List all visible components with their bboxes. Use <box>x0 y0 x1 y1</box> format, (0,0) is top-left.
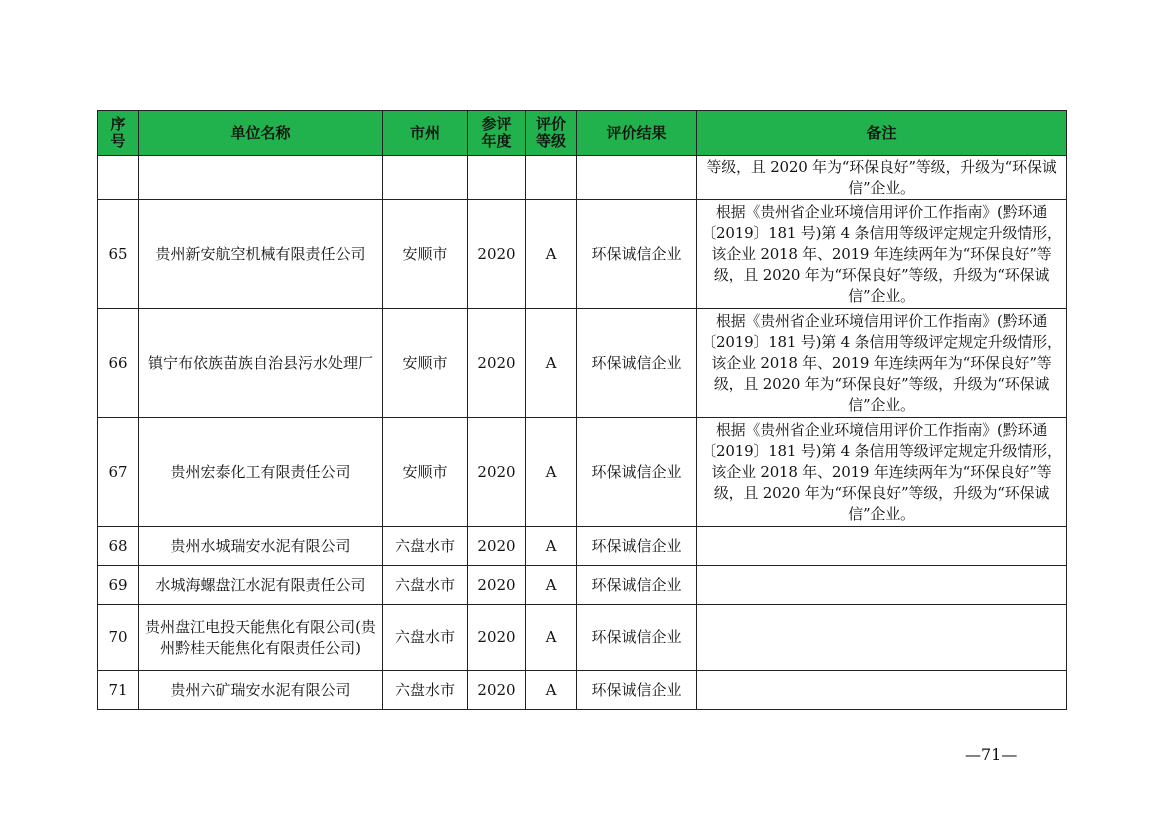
cell-result: 环保诚信企业 <box>577 605 697 671</box>
cell-year: 2020 <box>468 200 526 309</box>
cell-remark: 根据《贵州省企业环境信用评价工作指南》(黔环通〔2019〕181 号)第 4 条信用等级评定规定升级情形，该企业 2018 年、2019 年连续两年为“环保良好”等级，且 2020 年为“环保良好”等级，升级为“环保诚信”企业。 <box>697 418 1067 527</box>
cell-seq: 65 <box>98 200 139 309</box>
header-result: 评价结果 <box>577 111 697 156</box>
cell-city: 安顺市 <box>383 200 468 309</box>
cell-result: 环保诚信企业 <box>577 527 697 566</box>
cell-seq: 68 <box>98 527 139 566</box>
page-number: —71— <box>965 745 1018 764</box>
cell-year: 2020 <box>468 671 526 710</box>
table-row <box>98 527 1067 566</box>
cell-seq: 71 <box>98 671 139 710</box>
cell-seq: 69 <box>98 566 139 605</box>
cell-year: 2020 <box>468 418 526 527</box>
evaluation-table <box>97 110 1067 710</box>
cell-result <box>577 156 697 200</box>
cell-grade: A <box>526 566 577 605</box>
cell-result: 环保诚信企业 <box>577 418 697 527</box>
cell-grade <box>526 156 577 200</box>
cell-name: 贵州宏泰化工有限责任公司 <box>139 418 383 527</box>
table-row <box>98 156 1067 200</box>
cell-seq: 66 <box>98 309 139 418</box>
cell-year: 2020 <box>468 309 526 418</box>
cell-seq: 67 <box>98 418 139 527</box>
cell-city: 六盘水市 <box>383 527 468 566</box>
cell-grade: A <box>526 527 577 566</box>
cell-city: 六盘水市 <box>383 671 468 710</box>
cell-name: 镇宁布依族苗族自治县污水处理厂 <box>139 309 383 418</box>
cell-city: 六盘水市 <box>383 566 468 605</box>
cell-result: 环保诚信企业 <box>577 200 697 309</box>
cell-grade: A <box>526 671 577 710</box>
cell-name: 水城海螺盘江水泥有限责任公司 <box>139 566 383 605</box>
table-row <box>98 200 1067 309</box>
header-seq: 序号 <box>98 111 139 156</box>
cell-name: 贵州水城瑞安水泥有限公司 <box>139 527 383 566</box>
header-year: 参评年度 <box>468 111 526 156</box>
table-row <box>98 671 1067 710</box>
cell-remark <box>697 527 1067 566</box>
cell-remark <box>697 605 1067 671</box>
cell-grade: A <box>526 605 577 671</box>
cell-remark: 根据《贵州省企业环境信用评价工作指南》(黔环通〔2019〕181 号)第 4 条信用等级评定规定升级情形，该企业 2018 年、2019 年连续两年为“环保良好”等级，且 2020 年为“环保良好”等级，升级为“环保诚信”企业。 <box>697 200 1067 309</box>
header-row <box>98 111 1067 156</box>
cell-year <box>468 156 526 200</box>
cell-seq: 70 <box>98 605 139 671</box>
cell-remark <box>697 566 1067 605</box>
cell-name: 贵州新安航空机械有限责任公司 <box>139 200 383 309</box>
cell-name: 贵州六矿瑞安水泥有限公司 <box>139 671 383 710</box>
cell-remark: 根据《贵州省企业环境信用评价工作指南》(黔环通〔2019〕181 号)第 4 条信用等级评定规定升级情形，该企业 2018 年、2019 年连续两年为“环保良好”等级，且 2020 年为“环保良好”等级，升级为“环保诚信”企业。 <box>697 309 1067 418</box>
cell-result: 环保诚信企业 <box>577 566 697 605</box>
cell-seq <box>98 156 139 200</box>
cell-grade: A <box>526 200 577 309</box>
cell-year: 2020 <box>468 566 526 605</box>
cell-grade: A <box>526 309 577 418</box>
cell-city: 六盘水市 <box>383 605 468 671</box>
header-name: 单位名称 <box>139 111 383 156</box>
header-grade: 评价等级 <box>526 111 577 156</box>
cell-year: 2020 <box>468 605 526 671</box>
cell-remark <box>697 671 1067 710</box>
cell-city <box>383 156 468 200</box>
table-row <box>98 309 1067 418</box>
header-city: 市州 <box>383 111 468 156</box>
cell-name <box>139 156 383 200</box>
cell-result: 环保诚信企业 <box>577 309 697 418</box>
cell-name: 贵州盘江电投天能焦化有限公司(贵州黔桂天能焦化有限责任公司) <box>139 605 383 671</box>
cell-city: 安顺市 <box>383 309 468 418</box>
table-row <box>98 418 1067 527</box>
cell-year: 2020 <box>468 527 526 566</box>
cell-city: 安顺市 <box>383 418 468 527</box>
cell-grade: A <box>526 418 577 527</box>
table-row <box>98 566 1067 605</box>
header-remark: 备注 <box>697 111 1067 156</box>
table-row <box>98 605 1067 671</box>
cell-result: 环保诚信企业 <box>577 671 697 710</box>
cell-remark: 等级，且 2020 年为“环保良好”等级，升级为“环保诚信”企业。 <box>697 156 1067 200</box>
